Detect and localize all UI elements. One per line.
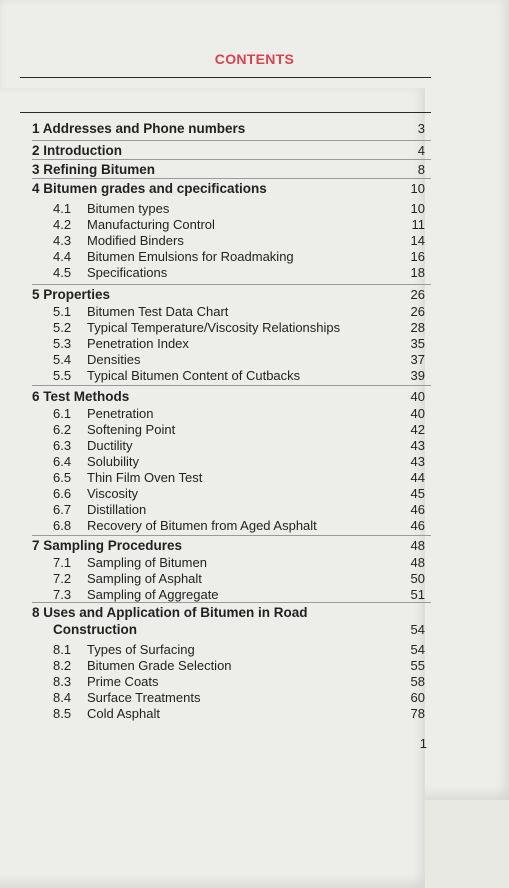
toc-entry-page: 46: [410, 518, 425, 533]
toc-entry-title: Types of Surfacing: [87, 642, 195, 657]
toc-entry-title: 2 Introduction: [32, 143, 122, 158]
header-top-rule: [20, 77, 431, 78]
toc-entry-page: 26: [410, 287, 425, 302]
toc-entry-title: Sampling of Asphalt: [87, 571, 202, 586]
toc-entry-page: 26: [410, 304, 425, 319]
toc-section-entry: [0, 287, 509, 305]
toc-entry-page: 54: [410, 642, 425, 657]
toc-entry-number: 5.3: [53, 336, 72, 351]
toc-entry-title: Bitumen Grade Selection: [87, 658, 232, 673]
toc-entry-page: 42: [410, 422, 425, 437]
toc-entry-number: 6.8: [53, 518, 72, 533]
toc-entry-page: 78: [410, 706, 425, 721]
toc-entry-title: 5 Properties: [32, 287, 111, 302]
toc-entry-page: 3: [417, 121, 425, 136]
toc-entry-page: 39: [410, 368, 425, 383]
toc-entry-title: Viscosity: [87, 486, 139, 501]
toc-entry-page: 48: [410, 538, 425, 553]
toc-entry-title: Specifications: [87, 265, 168, 280]
toc-entry-number: 8.1: [53, 642, 72, 657]
toc-entry-number: 6.2: [53, 422, 72, 437]
toc-entry-page: 43: [410, 438, 425, 453]
toc-entry-page: 10: [410, 201, 425, 216]
toc-entry-title: 8 Uses and Application of Bitumen in Road: [32, 605, 308, 620]
toc-entry-page: 18: [410, 265, 425, 280]
page-title: CONTENTS: [214, 51, 295, 67]
toc-entry-title: 6 Test Methods: [32, 389, 130, 404]
toc-section-entry: [0, 538, 509, 556]
toc-entry-title: Sampling of Aggregate: [87, 587, 219, 602]
toc-entry-number: 5.1: [53, 304, 72, 319]
toc-entry-number: 6.3: [53, 438, 72, 453]
toc-entry-number: 6.1: [53, 406, 72, 421]
toc-entry-title: Penetration Index: [87, 336, 189, 351]
toc-entry-page: 10: [410, 181, 425, 196]
toc-section-entry: [0, 389, 509, 407]
toc-entry-title: Typical Bitumen Content of Cutbacks: [87, 368, 301, 383]
footer-page-number: 1: [419, 736, 427, 751]
toc-entry-number: 6.4: [53, 454, 72, 469]
toc-entry-page: 11: [411, 217, 425, 232]
toc-entry-page: 44: [410, 470, 425, 485]
section-divider: [32, 140, 431, 141]
toc-entry-page: 54: [410, 622, 425, 637]
toc-entry-number: 8.4: [53, 690, 72, 705]
toc-entry-title: Bitumen Emulsions for Roadmaking: [87, 249, 294, 264]
toc-entry-title: Modified Binders: [87, 233, 184, 248]
toc-entry-page: 58: [410, 674, 425, 689]
toc-entry-number: 7.3: [53, 587, 72, 602]
toc-entry-title: Distillation: [87, 502, 147, 517]
toc-section-entry: [0, 181, 509, 199]
toc-entry-title: Construction: [53, 622, 137, 637]
toc-entry-page: 45: [410, 486, 425, 501]
toc-entry-page: 40: [410, 389, 425, 404]
toc-entry-number: 8.3: [53, 674, 72, 689]
toc-entry-title: 4 Bitumen grades and cpecifications: [32, 181, 267, 196]
toc-entry-title: Solubility: [87, 454, 140, 469]
toc-entry-page: 55: [410, 658, 425, 673]
toc-entry-title: Densities: [87, 352, 141, 367]
toc-entry-number: 6.7: [53, 502, 72, 517]
toc-entry-number: 4.3: [53, 233, 72, 248]
header-bottom-rule: [20, 112, 431, 113]
toc-entry-title: Ductility: [87, 438, 133, 453]
toc-entry-page: 4: [417, 143, 425, 158]
toc-entry-page: 50: [410, 571, 425, 586]
toc-entry-title: Bitumen Test Data Chart: [87, 304, 229, 319]
toc-entry-number: 5.2: [53, 320, 72, 335]
toc-entry-number: 5.5: [53, 368, 72, 383]
toc-entry-title: Recovery of Bitumen from Aged Asphalt: [87, 518, 317, 533]
toc-entry-page: 16: [410, 249, 425, 264]
toc-entry-number: 5.4: [53, 352, 72, 367]
toc-entry-number: 7.1: [53, 555, 72, 570]
toc-entry-title: Typical Temperature/Viscosity Relationships: [87, 320, 341, 335]
toc-entry-title: Prime Coats: [87, 674, 159, 689]
toc-entry-title: Bitumen types: [87, 201, 170, 216]
toc-subsection-entry: [0, 265, 509, 283]
toc-entry-title: 7 Sampling Procedures: [32, 538, 183, 553]
toc-entry-page: 40: [410, 406, 425, 421]
toc-entry-number: 8.5: [53, 706, 72, 721]
section-divider: [32, 284, 431, 285]
toc-entry-number: 6.5: [53, 470, 72, 485]
toc-entry-page: 51: [410, 587, 425, 602]
toc-entry-page: 60: [410, 690, 425, 705]
toc-entry-number: 4.5: [53, 265, 72, 280]
toc-entry-number: 6.6: [53, 486, 72, 501]
toc-entry-title: Sampling of Bitumen: [87, 555, 207, 570]
toc-entry-title: Surface Treatments: [87, 690, 201, 705]
section-divider: [32, 159, 431, 160]
toc-entry-title: Manufacturing Control: [87, 217, 215, 232]
toc-entry-page: 37: [410, 352, 425, 367]
toc-section-entry: [0, 622, 509, 640]
toc-entry-title: Softening Point: [87, 422, 176, 437]
toc-entry-title: 3 Refining Bitumen: [32, 162, 156, 177]
toc-entry-page: 46: [410, 502, 425, 517]
toc-entry-page: 35: [410, 336, 425, 351]
toc-entry-number: 7.2: [53, 571, 72, 586]
section-divider: [32, 535, 431, 536]
section-divider: [32, 178, 431, 179]
section-divider: [32, 602, 431, 603]
toc-entry-page: 8: [417, 162, 425, 177]
toc-subsection-entry: [0, 518, 509, 536]
toc-entry-number: 4.2: [53, 217, 72, 232]
toc-section-entry: [0, 121, 509, 139]
toc-entry-title: Thin Film Oven Test: [87, 470, 203, 485]
toc-entry-number: 8.2: [53, 658, 72, 673]
toc-entry-page: 28: [410, 320, 425, 335]
toc-entry-page: 14: [410, 233, 425, 248]
toc-entry-title: 1 Addresses and Phone numbers: [32, 121, 246, 136]
toc-entry-page: 48: [410, 555, 425, 570]
section-divider: [32, 385, 431, 386]
toc-entry-number: 4.1: [53, 201, 72, 216]
toc-entry-title: Cold Asphalt: [87, 706, 160, 721]
toc-subsection-entry: [0, 368, 509, 386]
toc-entry-number: 4.4: [53, 249, 72, 264]
toc-entry-title: Penetration: [87, 406, 154, 421]
toc-entry-page: 43: [410, 454, 425, 469]
toc-section-entry: [0, 605, 509, 623]
toc-subsection-entry: [0, 706, 509, 724]
